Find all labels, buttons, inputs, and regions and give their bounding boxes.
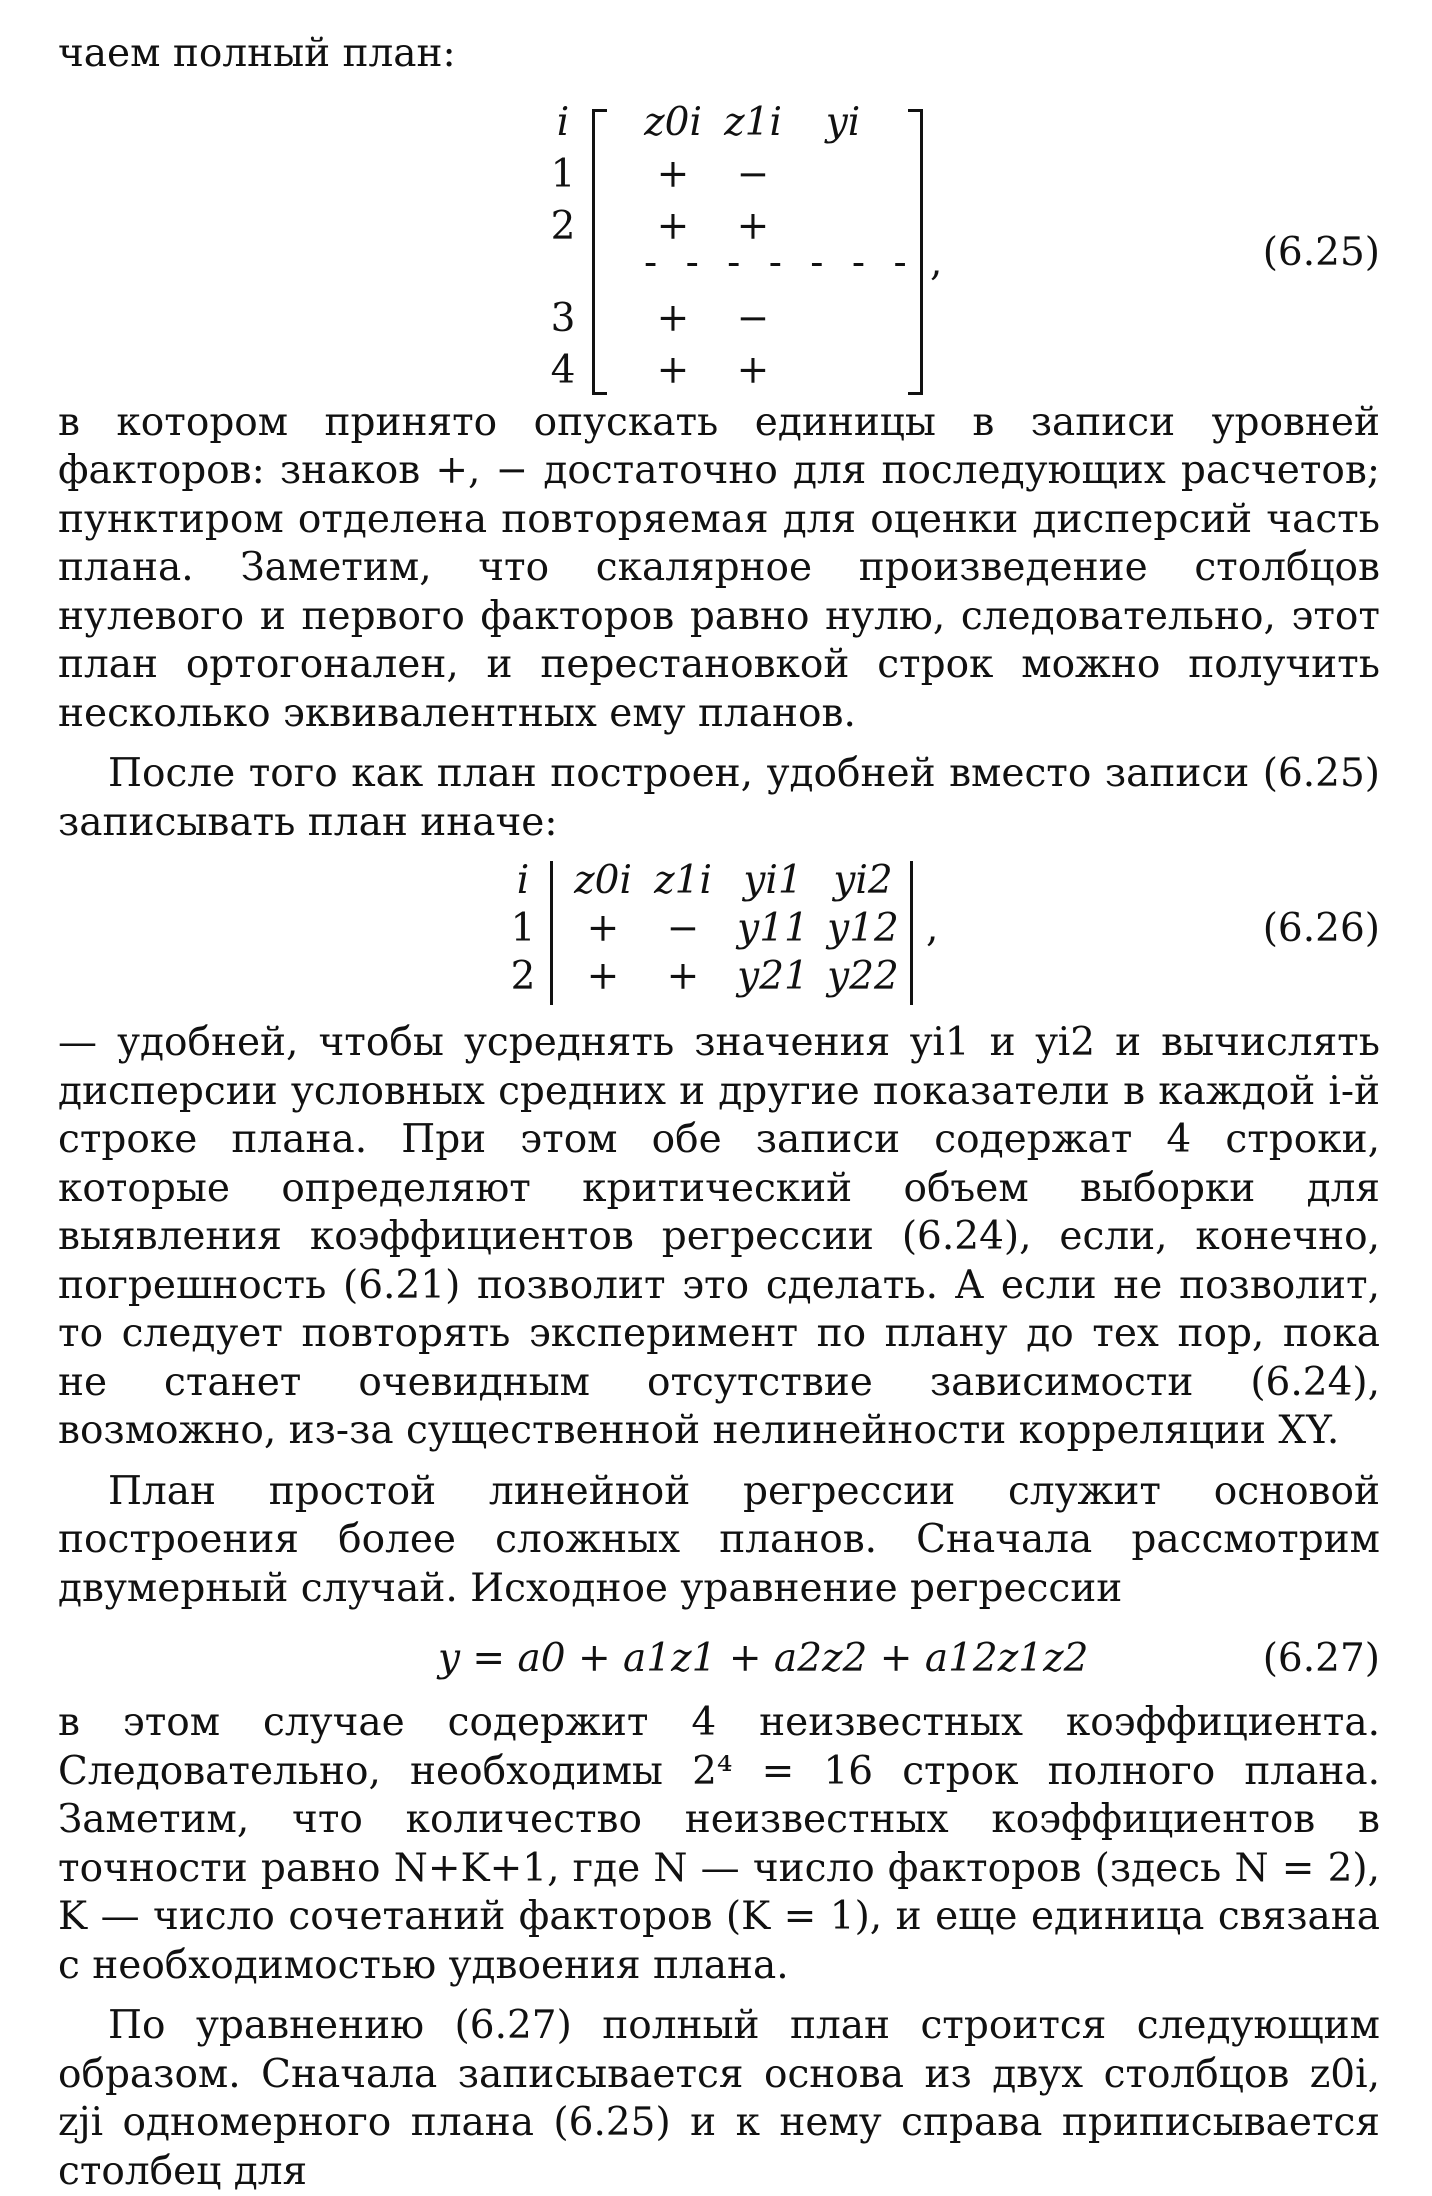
table-cell: − bbox=[666, 906, 700, 951]
table-cell: + bbox=[586, 954, 620, 999]
matrix-cell: − bbox=[736, 151, 770, 197]
matrix-index: 3 bbox=[550, 295, 576, 341]
matrix-header-z0: z0i bbox=[644, 99, 702, 145]
equation-6-27 bbox=[58, 1625, 1380, 1699]
para-alternative-record: После того как план построен, удобней вместо записи (6.25) записывать план иначе: bbox=[58, 751, 1380, 845]
table-cell: + bbox=[586, 906, 620, 951]
table-header: yi2 bbox=[833, 858, 893, 903]
para-averaging: — удобней, чтобы усреднять значения yi1 и yi2 и вычислять дисперсии условных средних и другие показатели в каждой i-й строке плана. При этом обе записи содержат 4 строки, которые определяют критический объем выборки для выявления коэффициентов регрессии (6.24), если, конечно, погрешность (6.21) позволит это сделать. А если не позволит, то следует повторять эксперимент по плану до тех пор, пока не станет очевидным отсутствие зависимости (6.24), возможно, из-за существенной нелинейности корреляции XY. bbox=[58, 1020, 1380, 1453]
page bbox=[58, 30, 1380, 2196]
para-intro: чаем полный план: bbox=[58, 31, 456, 76]
equation-number-6-27: (6.27) bbox=[1262, 1636, 1380, 1681]
table-index: 2 bbox=[510, 954, 536, 999]
table-index-header: i bbox=[516, 858, 530, 903]
table-6-26 bbox=[58, 857, 1380, 1007]
table-cell: y21 bbox=[737, 954, 809, 999]
para-matrix-explanation: в котором принято опускать единицы в записи уровней факторов: знаков +, − достаточно для последующих расчетов; пунктиром отделена повторяемая для оценки дисперсий часть плана. Заметим, что скалярное произведение столбцов нулевого и первого факторов равно нулю, следовательно, этот план ортогонален, и перестановкой строк можно получить несколько эквивалентных ему планов. bbox=[58, 399, 1380, 736]
table-cell: y12 bbox=[827, 906, 899, 951]
table-header: z1i bbox=[654, 858, 712, 903]
equation-number-6-25: (6.25) bbox=[1262, 229, 1380, 275]
matrix-dashed-separator: - - - - - - - bbox=[644, 239, 915, 285]
matrix-cell: + bbox=[736, 203, 770, 249]
matrix-cell: + bbox=[656, 151, 690, 197]
matrix-cell: + bbox=[656, 203, 690, 249]
para-simple-regression: План простой линейной регрессии служит основой построения более сложных планов. Сначала рассмотрим двумерный случай. Исходное уравнение регрессии bbox=[58, 1468, 1380, 1611]
table-index: 1 bbox=[510, 906, 536, 951]
para-full-plan: По уравнению (6.27) полный план строится следующим образом. Сначала записывается основа из двух столбцов z0i, zji одномерного плана (6.25) и к нему справа приписывается столбец для bbox=[58, 2003, 1380, 2194]
matrix-comma: , bbox=[930, 239, 943, 285]
table-header: z0i bbox=[574, 858, 632, 903]
matrix-cell: + bbox=[656, 347, 690, 393]
matrix-cell: + bbox=[656, 295, 690, 341]
equation-6-27-body: y = a0 + a1z1 + a2z2 + a12z1z2 bbox=[438, 1636, 1089, 1681]
matrix-index: 1 bbox=[550, 151, 576, 197]
table-cell: y22 bbox=[827, 954, 899, 999]
equation-number-6-26: (6.26) bbox=[1262, 906, 1380, 951]
matrix-bracket-left bbox=[592, 109, 607, 395]
table-header: yi1 bbox=[743, 858, 803, 903]
matrix-index-header: i bbox=[556, 99, 570, 145]
matrix-6-25 bbox=[58, 99, 1380, 399]
matrix-index: 4 bbox=[550, 347, 576, 393]
table-left-rule bbox=[550, 861, 553, 1005]
matrix-cell: − bbox=[736, 295, 770, 341]
para-coefficients: в этом случае содержит 4 неизвестных коэффициента. Следовательно, необходимы 2⁴ = 16 строк полного плана. Заметим, что количество неизвестных коэффициентов в точности равно N+K+1, где N — число факторов (здесь N = 2), K — число сочетаний факторов (K = 1), и еще единица связана с необходимостью удвоения плана. bbox=[58, 1700, 1380, 1988]
matrix-cell: + bbox=[736, 347, 770, 393]
table-comma: , bbox=[926, 906, 939, 951]
matrix-index: 2 bbox=[550, 203, 576, 249]
table-right-rule bbox=[910, 861, 913, 1005]
matrix-header-z1: z1i bbox=[724, 99, 782, 145]
matrix-header-y: yi bbox=[825, 99, 861, 145]
table-cell: + bbox=[666, 954, 700, 999]
table-cell: y11 bbox=[737, 906, 809, 951]
